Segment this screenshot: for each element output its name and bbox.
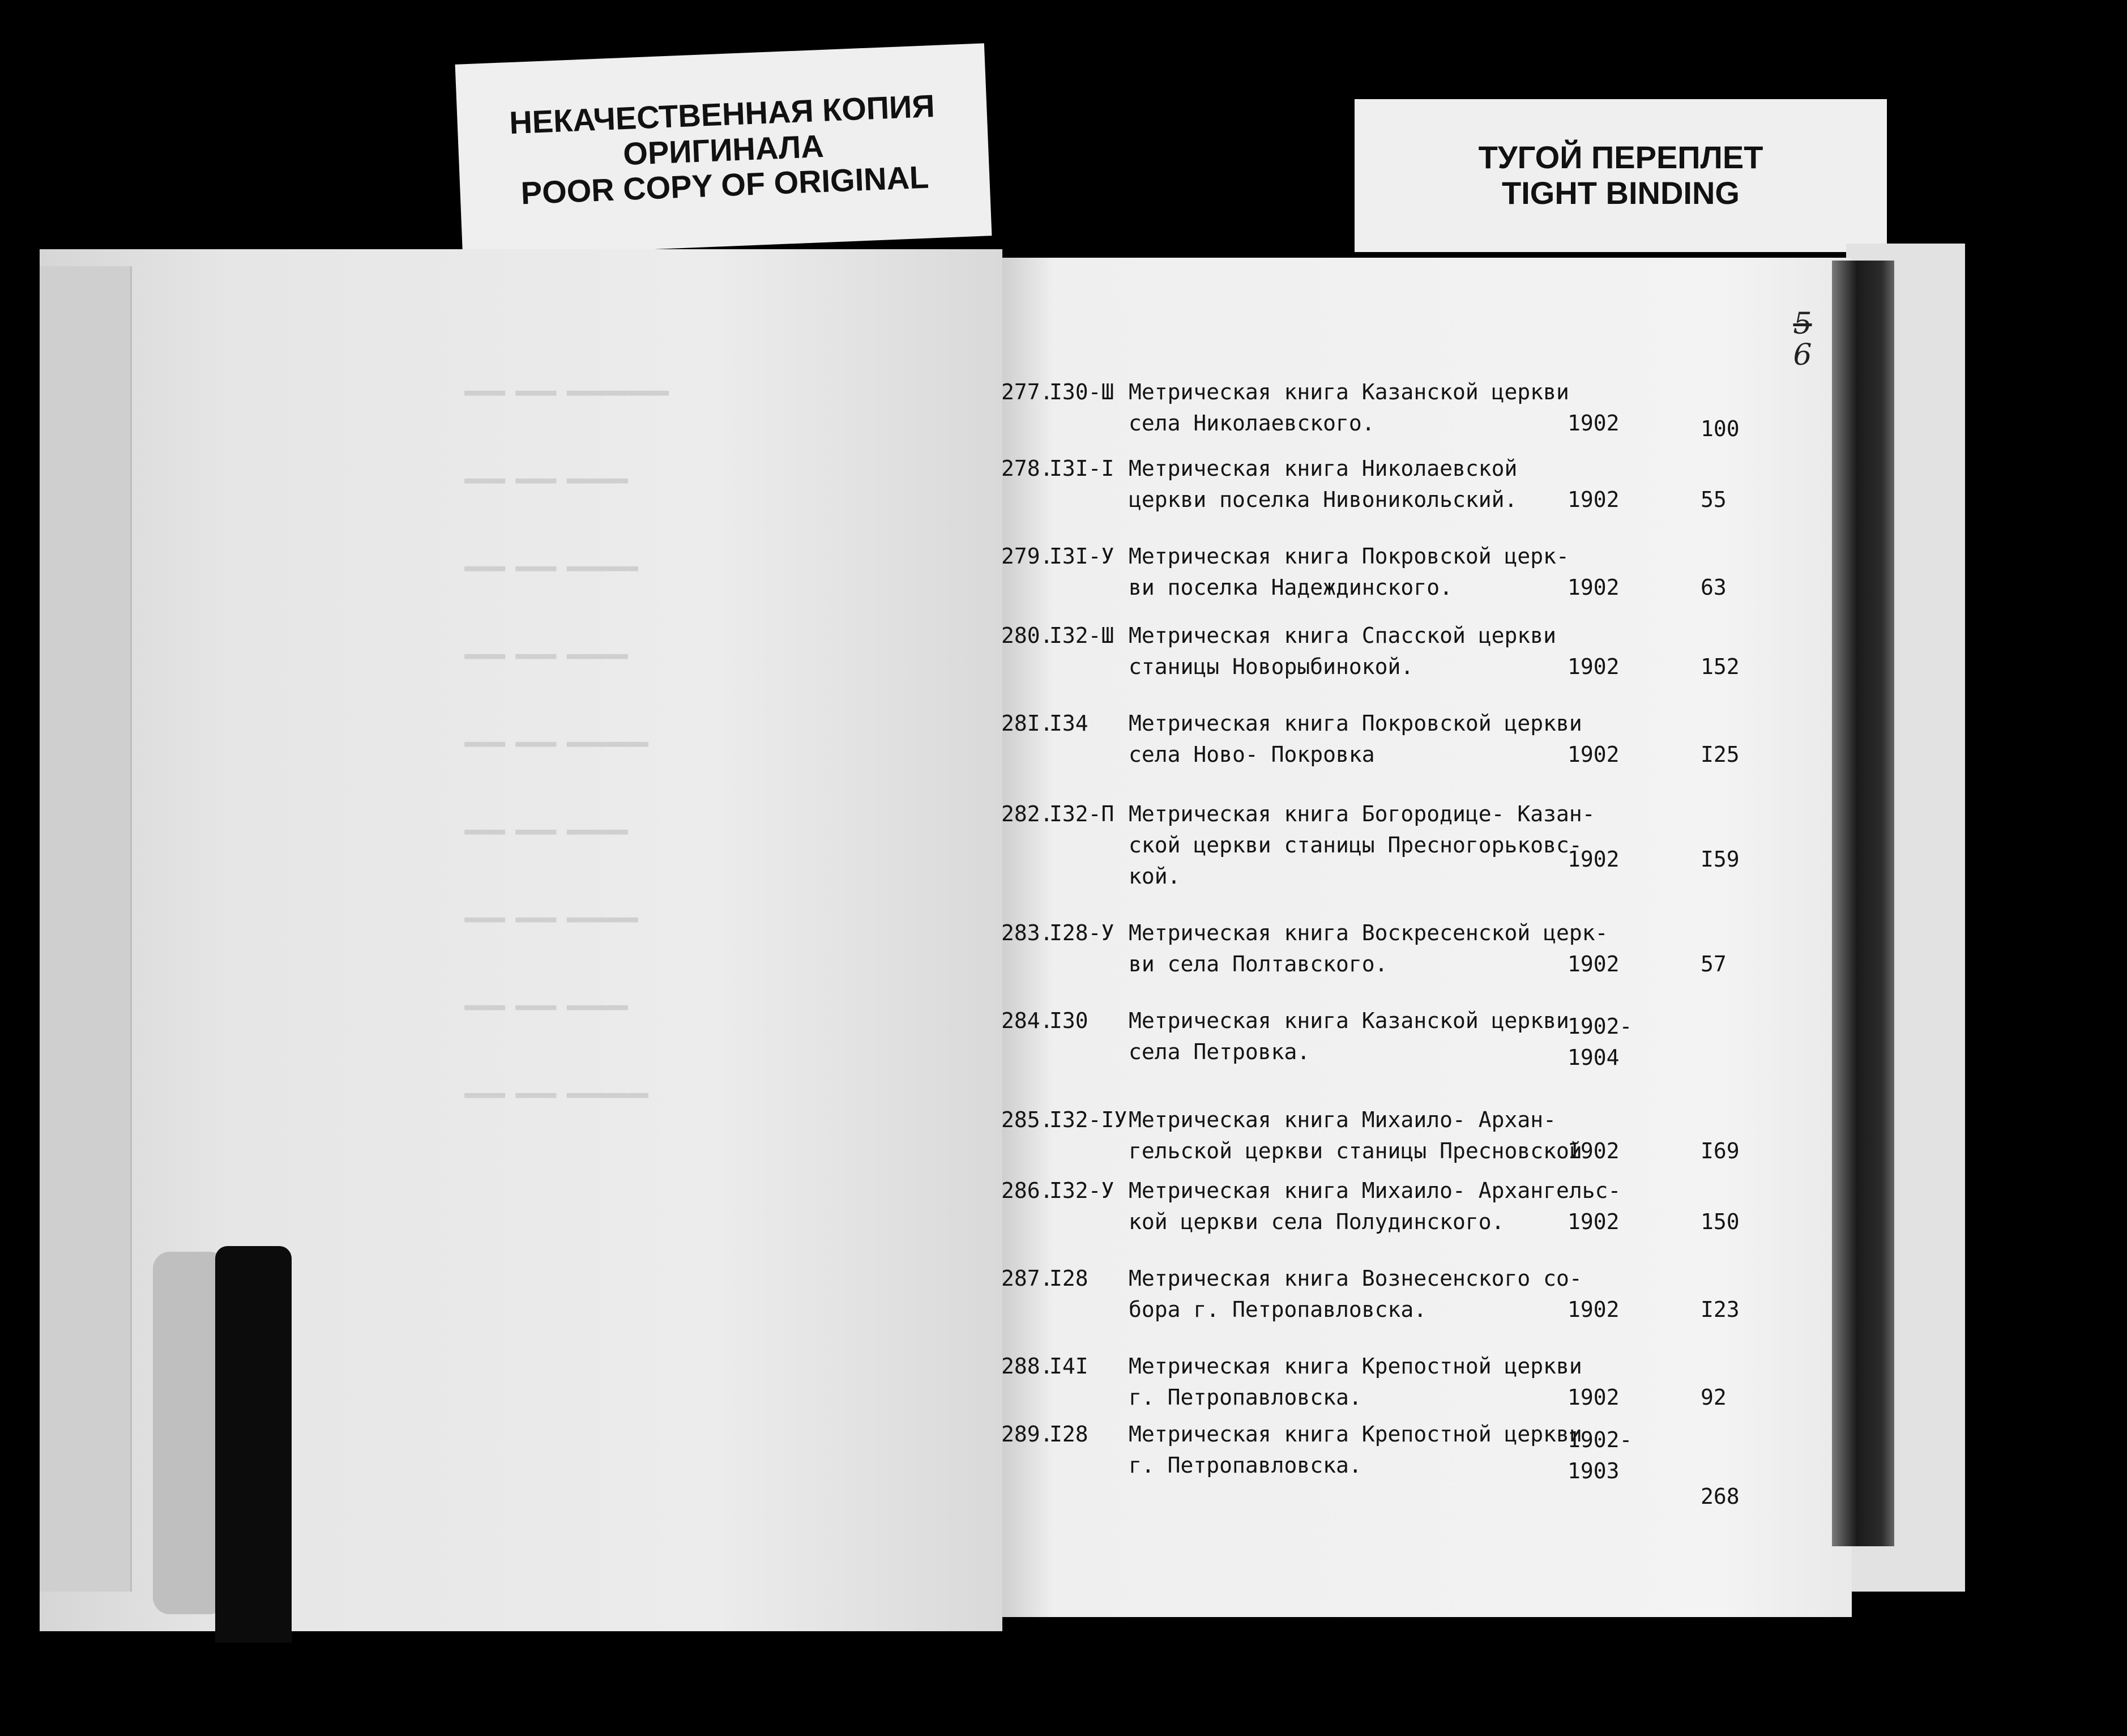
entry-number: 279.: [1001, 544, 1053, 569]
entry-code: I30-Ш: [1049, 379, 1114, 404]
entry-count: 57: [1701, 952, 1727, 976]
tight-binding-notice: [1355, 99, 1887, 252]
entry-count: 152: [1701, 654, 1740, 679]
entry-number: 278.: [1001, 456, 1053, 481]
entry-year: 1902: [1568, 411, 1620, 436]
poor-copy-line-3: POOR COPY OF ORIGINAL: [520, 159, 930, 211]
entry-year: 1902: [1568, 847, 1620, 872]
entry-title: Метрическая книга Николаевской церкви поселка Нивоникольский.: [1129, 456, 1518, 512]
register-entry: [1001, 1005, 1760, 1090]
entry-title: Метрическая книга Воскресенской церк- ви села Полтавского.: [1129, 920, 1608, 976]
entry-code: I3I-У: [1049, 544, 1114, 569]
entry-year: 1902: [1568, 1138, 1620, 1163]
register-entry: [1001, 453, 1760, 538]
entry-number: 28I.: [1001, 711, 1053, 736]
entry-title: Метрическая книга Вознесенского со- бора г. Петропавловска.: [1129, 1266, 1582, 1322]
handwritten-page-number: [1783, 309, 1822, 370]
entry-number: 287.: [1001, 1266, 1053, 1291]
entry-year: 1902- 1904: [1568, 1014, 1633, 1070]
entry-code: I28: [1049, 1422, 1088, 1447]
register-entry: [1001, 1175, 1760, 1260]
entry-number: 288.: [1001, 1354, 1053, 1379]
entry-code: I4I: [1049, 1354, 1088, 1379]
entry-number: 285.: [1001, 1107, 1053, 1132]
entry-count: 150: [1701, 1209, 1740, 1234]
entry-code: I28-У: [1049, 920, 1114, 945]
poor-copy-notice: [455, 43, 992, 257]
entry-code: I28: [1049, 1266, 1088, 1291]
entry-title: Метрическая книга Спасской церкви станицы Новорыбинокой.: [1129, 623, 1556, 679]
register-entry: [1001, 799, 1760, 889]
register-entry: [1001, 620, 1760, 705]
entry-year: 1902: [1568, 1385, 1620, 1410]
entry-title: Метрическая книга Покровской церк- ви поселка Надеждинского.: [1129, 544, 1569, 600]
entry-title: Метрическая книга Крепостной церкви г. Петропавловска.: [1129, 1422, 1582, 1478]
entry-year: 1902- 1903: [1568, 1427, 1633, 1483]
entry-year: 1902: [1568, 1209, 1620, 1234]
bleed-through-text: ▬▬▬▬ ▬▬▬▬ ▬▬▬▬▬▬▬▬▬▬ ▬▬▬▬ ▬▬▬▬ ▬▬▬▬▬▬ ▬▬▬▬ ▬▬▬▬ ▬▬▬▬▬▬▬ ▬▬▬▬ ▬▬▬▬ ▬▬▬▬▬▬ ▬▬▬▬ ▬▬▬▬ ▬▬▬▬▬▬▬▬ ▬▬▬▬ ▬▬▬▬ ▬▬▬▬▬▬ ▬▬▬▬ ▬▬▬▬ ▬▬▬▬▬▬▬ ▬▬▬▬ ▬▬▬▬ ▬▬▬▬▬▬ ▬▬▬▬ ▬▬▬▬ ▬▬▬▬▬▬▬▬: [464, 382, 669, 1104]
entry-title: Метрическая книга Казанской церкви села Петровка.: [1129, 1008, 1569, 1064]
entry-title: Метрическая книга Михаило- Архан- гельской церкви станицы Пресновской: [1129, 1107, 1582, 1163]
register-entry: [1001, 1419, 1760, 1509]
entry-number: 277.: [1001, 379, 1053, 404]
entry-year: 1902: [1568, 742, 1620, 767]
tight-binding-line-2: TIGHT BINDING: [1502, 175, 1740, 211]
entry-count: I23: [1701, 1297, 1740, 1322]
entry-year: 1902: [1568, 575, 1620, 600]
register-entry: [1001, 377, 1760, 462]
entry-number: 280.: [1001, 623, 1053, 648]
entry-number: 286.: [1001, 1178, 1053, 1203]
entry-title: Метрическая книга Казанской церкви села Николаевского.: [1129, 379, 1569, 436]
entry-code: I32-IУ: [1049, 1107, 1127, 1132]
entry-code: I30: [1049, 1008, 1088, 1033]
entry-count: I59: [1701, 847, 1740, 872]
register-entry: [1001, 541, 1760, 626]
entry-count: 268: [1701, 1484, 1740, 1509]
register-entry: [1001, 1263, 1760, 1348]
register-entry: [1001, 708, 1760, 793]
entry-year: 1902: [1568, 654, 1620, 679]
binding-shadow: [1832, 261, 1894, 1546]
entry-code: I32-П: [1049, 801, 1114, 826]
entry-code: I34: [1049, 711, 1088, 736]
entry-count: 55: [1701, 487, 1727, 512]
poor-copy-line-2: ОРИГИНАЛА: [622, 127, 825, 172]
bookmark-clip: [215, 1246, 292, 1643]
page-number-old: 5: [1793, 307, 1812, 341]
entry-year: 1902: [1568, 952, 1620, 976]
poor-copy-line-1: НЕКАЧЕСТВЕННАЯ КОПИЯ: [509, 87, 936, 141]
entry-code: I32-Ш: [1049, 623, 1114, 648]
entry-number: 283.: [1001, 920, 1053, 945]
entry-year: 1902: [1568, 487, 1620, 512]
entry-count: 63: [1701, 575, 1727, 600]
entry-title: Метрическая книга Михаило- Архангельс- кой церкви села Полудинского.: [1129, 1178, 1621, 1234]
tight-binding-line-1: ТУГОЙ ПЕРЕПЛЕТ: [1478, 139, 1763, 176]
entry-title: Метрическая книга Покровской церкви села Ново- Покровка: [1129, 711, 1582, 767]
entry-count: 100: [1701, 416, 1740, 441]
register-entry: [1001, 918, 1760, 1003]
page-number-new: 6: [1793, 338, 1812, 372]
entry-year: 1902: [1568, 1297, 1620, 1322]
entry-code: I3I-I: [1049, 456, 1114, 481]
left-page-edge: [40, 266, 132, 1592]
entry-code: I32-У: [1049, 1178, 1114, 1203]
entry-count: I25: [1701, 742, 1740, 767]
entry-title: Метрическая книга Богородице- Казан- ской церкви станицы Пресногорьковс- кой.: [1129, 801, 1595, 889]
entry-number: 284.: [1001, 1008, 1053, 1033]
entry-count: 92: [1701, 1385, 1727, 1410]
entry-number: 289.: [1001, 1422, 1053, 1447]
entry-count: I69: [1701, 1138, 1740, 1163]
entry-number: 282.: [1001, 801, 1053, 826]
entry-title: Метрическая книга Крепостной церкви г. Петропавловска.: [1129, 1354, 1582, 1410]
